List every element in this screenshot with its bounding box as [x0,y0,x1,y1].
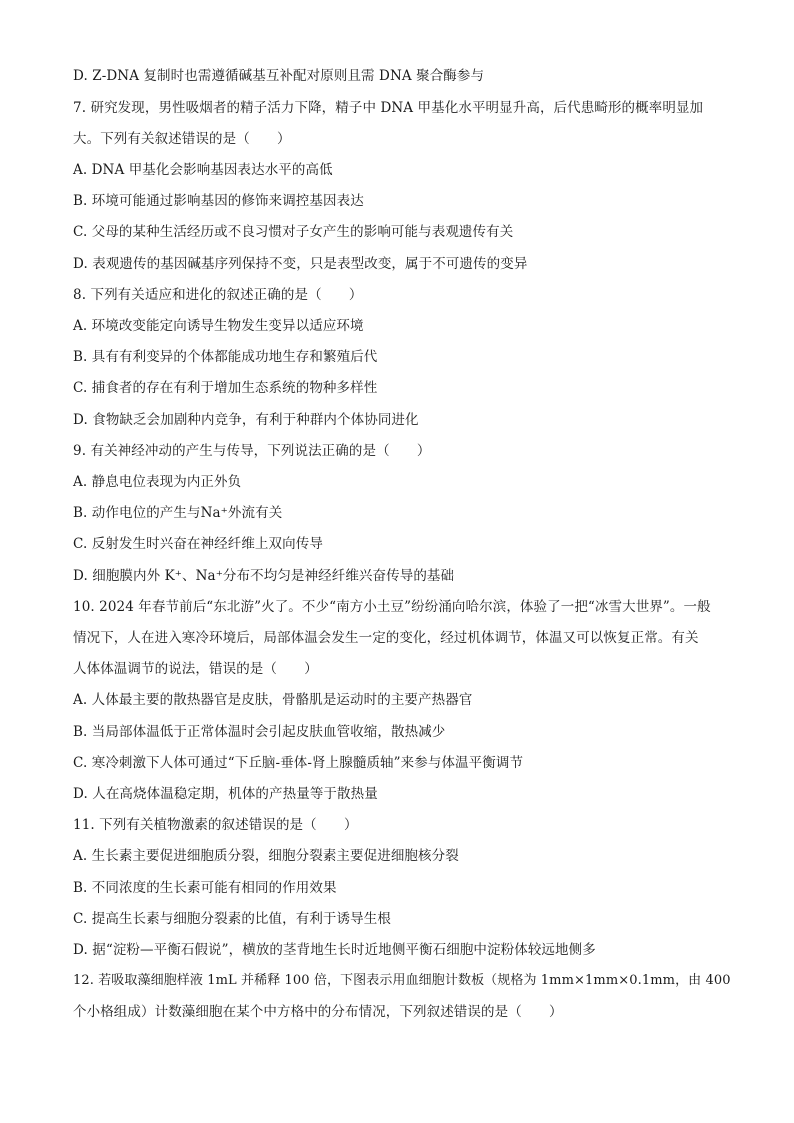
option-b: B. 动作电位的产生与Na⁺外流有关 [73,505,283,521]
option-a: A. 环境改变能定向诱导生物发生变异以适应环境 [73,318,364,334]
question-12-stem: 12. 若吸取藻细胞样液 1mL 并稀释 100 倍，下图表示用血细胞计数板（规格为 1mm×1mm×0.1mm，由 400 [73,973,731,988]
option-c: C. 捕食者的存在有利于增加生态系统的物种多样性 [73,380,378,396]
question-12-stem-cont: 个小格组成）计数藻细胞在某个中方格中的分布情况，下列叙述错误的是（ ） [73,1004,563,1020]
question-10-stem-cont: 人体体温调节的说法，错误的是（ ） [73,661,318,677]
option-c: C. 寒冷刺激下人体可通过“下丘脑-垂体-肾上腺髓质轴”来参与体温平衡调节 [73,755,524,771]
option-d: D. 食物缺乏会加剧种内竞争，有利于种群内个体协同进化 [73,412,419,428]
question-11-stem: 11. 下列有关植物激素的叙述错误的是（ ） [73,817,358,833]
question-7-stem: 7. 研究发现，男性吸烟者的精子活力下降，精子中 DNA 甲基化水平明显升高，后代患畸形的概率明显加 [73,100,704,116]
question-10-stem: 10. 2024 年春节前后“东北游”火了。不少“南方小土豆”纷纷涌向哈尔滨，体验了一把“冰雪大世界”。一般 [73,599,711,615]
option-d: D. 细胞膜内外 K⁺、Na⁺分布不均匀是神经纤维兴奋传导的基础 [73,568,455,584]
option-a: A. 人体最主要的散热器官是皮肤，骨骼肌是运动时的主要产热器官 [73,692,473,708]
option-d: D. 据“淀粉—平衡石假说”，横放的茎背地生长时近地侧平衡石细胞中淀粉体较远地侧多 [73,942,596,958]
option-c: C. 父母的某种生活经历或不良习惯对子女产生的影响可能与表观遗传有关 [73,224,514,240]
option-b: B. 不同浓度的生长素可能有相同的作用效果 [73,880,337,896]
question-9-stem: 9. 有关神经冲动的产生与传导，下列说法正确的是（ ） [73,443,431,459]
option-a: A. 静息电位表现为内正外负 [73,474,242,490]
option-c: C. 反射发生时兴奋在神经纤维上双向传导 [73,536,323,552]
text-line: D. Z-DNA 复制时也需遵循碱基互补配对原则且需 DNA 聚合酶参与 [73,68,485,84]
option-d: D. 表观遗传的基因碱基序列保持不变，只是表型改变，属于不可遗传的变异 [73,256,528,272]
option-c: C. 提高生长素与细胞分裂素的比值，有利于诱导生根 [73,911,391,927]
question-10-stem-cont: 情况下，人在进入寒冷环境后，局部体温会发生一定的变化，经过机体调节，体温又可以恢复正常。有关 [73,630,699,646]
option-a: A. DNA 甲基化会影响基因表达水平的高低 [73,162,333,178]
question-8-stem: 8. 下列有关适应和进化的叙述正确的是（ ） [73,287,363,303]
option-a: A. 生长素主要促进细胞质分裂，细胞分裂素主要促进细胞核分裂 [73,848,459,864]
question-7-stem-cont: 大。下列有关叙述错误的是（ ） [73,131,291,147]
option-d: D. 人在高烧体温稳定期，机体的产热量等于散热量 [73,786,378,802]
option-b: B. 环境可能通过影响基因的修饰来调控基因表达 [73,193,364,209]
option-b: B. 具有有利变异的个体都能成功地生存和繁殖后代 [73,349,378,365]
option-b: B. 当局部体温低于正常体温时会引起皮肤血管收缩，散热减少 [73,724,446,740]
